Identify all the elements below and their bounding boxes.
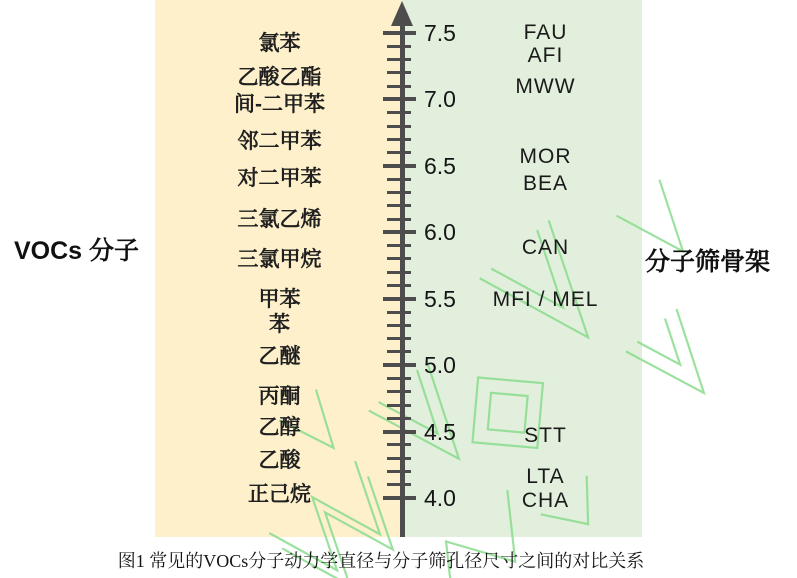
- framework-label: BEA: [522, 172, 569, 196]
- framework-label: MOR: [519, 144, 572, 168]
- axis-tick-label: 4.5: [424, 418, 456, 445]
- molecule-label: 丙酮: [258, 385, 301, 409]
- framework-label: CAN: [521, 236, 570, 260]
- framework-label: MWW: [515, 75, 576, 99]
- axis-tick-label: 7.5: [424, 20, 456, 46]
- framework-label: LTA: [526, 464, 565, 488]
- framework-label: FAU: [523, 21, 568, 44]
- axis-tick-label: 5.0: [424, 352, 456, 379]
- molecule-label: 乙酸: [258, 448, 301, 472]
- molecule-label: 三氯乙烯: [237, 208, 322, 232]
- molecule-label: 对二甲苯: [237, 167, 322, 191]
- framework-label: MFI / MEL: [492, 288, 599, 312]
- right-axis-title: 分子筛骨架: [645, 248, 771, 276]
- molecule-label: 乙醚: [258, 345, 301, 369]
- axis-tick-label: 7.0: [424, 86, 456, 113]
- axis-tick-label: 6.5: [424, 152, 456, 179]
- axis-minor-tick: [387, 58, 411, 61]
- molecule-label: 邻二甲苯: [237, 129, 322, 153]
- figure-caption: 图1 常见的VOCs分子动力学直径与分子筛孔径尺寸之间的对比关系: [117, 551, 645, 571]
- axis-minor-tick: [387, 377, 411, 380]
- molecule-label: 乙酸乙酯: [237, 66, 322, 90]
- axis-tick-label: 6.0: [424, 219, 456, 246]
- left-axis-title: VOCs 分子: [14, 237, 140, 265]
- molecule-label: 乙醇: [258, 415, 301, 439]
- molecule-label: 三氯甲烷: [237, 248, 322, 272]
- molecule-label: 正己烷: [248, 483, 311, 507]
- molecule-label: 间-二甲苯: [234, 92, 325, 116]
- framework-label: STT: [524, 423, 567, 447]
- axis-tick-label: 4.0: [424, 485, 456, 511]
- framework-label: CHA: [521, 488, 570, 512]
- molecule-label: 氯苯: [258, 31, 301, 55]
- framework-label: AFI: [527, 43, 564, 67]
- molecule-label: 甲苯: [258, 288, 301, 312]
- axis-tick-label: 5.5: [424, 285, 456, 312]
- molecule-label: 苯: [269, 313, 290, 337]
